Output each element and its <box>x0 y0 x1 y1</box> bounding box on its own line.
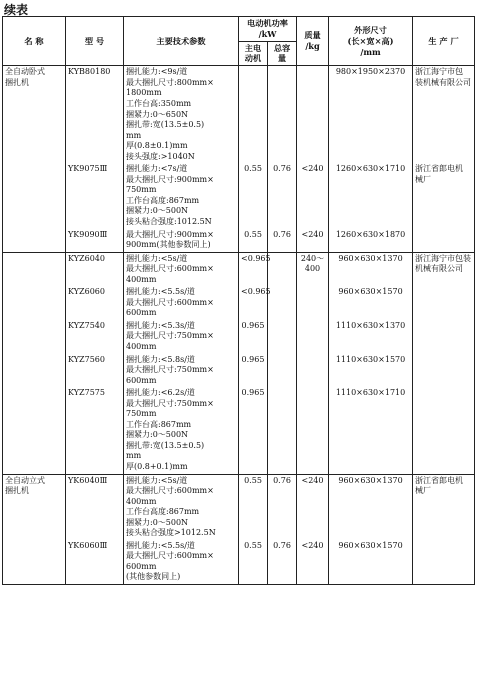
header-power-total: 总容量 <box>268 41 297 66</box>
row-dims-text: 1110×630×1710 <box>335 388 406 398</box>
row-specs-text: 捆扎能力:<5s/道 最大捆扎尺寸:600mm× 400mm 工作台高度:867mm 捆紧力:0～500N 接头粘合强度>1012.5N <box>126 475 216 538</box>
row-dims <box>329 540 413 585</box>
table-row <box>3 354 475 388</box>
row-power-main <box>239 354 268 388</box>
row-dims-text: 960×630×1570 <box>338 287 403 297</box>
row-specs-text: 捆扎能力:<5.3s/道 最大捆扎尺寸:750mm× 400mm <box>126 320 214 351</box>
spec-table <box>2 16 475 585</box>
table-row <box>3 66 475 163</box>
table-row <box>3 540 475 585</box>
row-power-total <box>268 252 297 286</box>
row-maker <box>413 540 475 585</box>
table-row <box>3 320 475 354</box>
row-power-main-text: <0.965 <box>241 253 271 263</box>
row-specs <box>124 66 239 163</box>
header-dims: 外形尺寸 (长×宽×高) /mm <box>329 17 413 66</box>
header-power: 电动机功率 /kW <box>239 17 297 42</box>
row-name <box>3 540 66 585</box>
row-weight <box>297 66 329 163</box>
row-power-main <box>239 163 268 228</box>
row-model-text: YK9090Ⅲ <box>68 229 108 239</box>
row-power-main <box>239 540 268 585</box>
row-power-total <box>268 66 297 163</box>
row-specs <box>124 474 239 540</box>
row-model-text: KYZ7575 <box>68 388 105 398</box>
row-maker-text: 浙江省郎电机 械厂 <box>415 475 464 496</box>
row-specs <box>124 229 239 253</box>
table-row <box>3 252 475 286</box>
row-dims <box>329 252 413 286</box>
row-maker-text: 浙江省郎电机 械厂 <box>415 164 464 184</box>
row-maker <box>413 252 475 286</box>
row-power-main-text: 0.55 <box>244 164 262 174</box>
row-model <box>66 354 124 388</box>
row-model <box>66 320 124 354</box>
row-name <box>3 354 66 388</box>
row-dims <box>329 66 413 163</box>
row-model-text: KYZ6040 <box>68 253 105 263</box>
row-power-total-text: 0.76 <box>273 540 291 550</box>
row-dims <box>329 354 413 388</box>
row-model <box>66 252 124 286</box>
header-weight: 质量 /kg <box>297 17 329 66</box>
row-model-text: YK6060Ⅲ <box>68 540 108 550</box>
row-specs-text: 捆扎能力:<5.5s/道 最大捆扎尺寸:600mm× 600mm <box>126 287 214 318</box>
row-dims <box>329 286 413 320</box>
row-weight-text: <240 <box>301 229 324 239</box>
row-specs-text: 捆扎能力:<7s/道 最大捆扎尺寸:900mm× 750mm 工作台高度:867mm 捆紧力:0～500N 接头粘合强度:1012.5N <box>126 164 214 226</box>
row-specs <box>124 163 239 228</box>
row-specs-text: 捆扎能力:<9s/道 最大捆扎尺寸:800mm× 1800mm 工作台高:350mm 捆紧力:0～650N 捆扎带:宽(13.5±0.5) mm 厚(0.8±0.1)mm 接头强度:>1040N <box>126 67 214 161</box>
row-power-main-text: 0.965 <box>241 354 265 364</box>
row-model <box>66 286 124 320</box>
row-weight-text: <240 <box>301 475 324 485</box>
row-dims <box>329 387 413 474</box>
row-model-text: KYZ7560 <box>68 354 105 364</box>
row-power-total <box>268 540 297 585</box>
table-row <box>3 229 475 253</box>
row-name-text: 全自动立式 捆扎机 <box>5 475 45 496</box>
row-maker-text: 浙江海宁市包装 机械有限公司 <box>415 253 472 274</box>
row-maker <box>413 320 475 354</box>
row-maker <box>413 66 475 163</box>
row-power-total <box>268 320 297 354</box>
table-row <box>3 387 475 474</box>
row-dims <box>329 474 413 540</box>
row-weight-text: <240 <box>301 540 324 550</box>
row-power-total <box>268 163 297 228</box>
row-model <box>66 229 124 253</box>
row-specs <box>124 540 239 585</box>
row-weight <box>297 387 329 474</box>
header-power-main: 主电 动机 <box>239 41 268 66</box>
row-maker <box>413 229 475 253</box>
row-maker <box>413 163 475 228</box>
row-power-main-text: 0.55 <box>244 475 262 485</box>
row-name <box>3 252 66 286</box>
row-name <box>3 320 66 354</box>
row-name <box>3 286 66 320</box>
row-name-text: 全自动卧式 捆扎机 <box>5 67 45 87</box>
row-dims <box>329 163 413 228</box>
row-dims <box>329 229 413 253</box>
row-dims-text: 1260×630×1870 <box>335 229 406 239</box>
row-weight <box>297 474 329 540</box>
row-dims-text: 1260×630×1710 <box>335 164 406 174</box>
header-maker: 生 产 厂 <box>413 17 475 66</box>
row-model-text: YK9075Ⅲ <box>68 164 108 174</box>
row-power-main-text: 0.55 <box>244 540 262 550</box>
row-power-main-text: 0.965 <box>241 388 265 398</box>
row-name <box>3 474 66 540</box>
row-power-total-text: 0.76 <box>273 164 291 174</box>
row-weight <box>297 320 329 354</box>
row-power-main <box>239 252 271 286</box>
row-specs <box>124 252 239 286</box>
row-power-total <box>268 286 297 320</box>
table-row <box>3 163 475 228</box>
header-specs: 主要技术参数 <box>124 17 239 66</box>
row-power-main <box>239 229 268 253</box>
row-dims-text: 1110×630×1370 <box>335 320 406 330</box>
row-power-total <box>268 474 297 540</box>
row-model <box>66 474 124 540</box>
row-power-main <box>239 66 268 163</box>
row-dims-text: 980×1950×2370 <box>335 67 406 77</box>
row-maker <box>413 286 475 320</box>
row-name <box>3 163 66 228</box>
row-power-main <box>239 387 268 474</box>
row-power-main-text: 0.55 <box>244 229 262 239</box>
row-specs-text: 捆扎能力:<6.2s/道 最大捆扎尺寸:750mm× 750mm 工作台高:867mm 捆紧力:0～500N 捆扎带:宽(13.5±0.5) mm 厚(0.8+0.1)mm <box>126 388 214 471</box>
row-model-text: YK6040Ⅲ <box>68 475 108 485</box>
row-power-main-text: 0.965 <box>241 320 265 330</box>
row-power-total-text: 0.76 <box>273 229 291 239</box>
row-weight-text: 240～400 <box>300 253 325 274</box>
row-maker <box>413 474 475 540</box>
row-specs <box>124 387 239 474</box>
row-specs <box>124 354 239 388</box>
table-row <box>3 286 475 320</box>
row-dims-text: 960×630×1370 <box>338 253 403 263</box>
row-power-main <box>239 286 271 320</box>
row-dims-text: 1110×630×1570 <box>335 354 406 364</box>
header-name: 名 称 <box>3 17 66 66</box>
row-power-total <box>268 229 297 253</box>
row-power-total-text: 0.76 <box>273 475 291 485</box>
row-name <box>3 66 66 163</box>
row-weight <box>297 229 329 253</box>
row-specs <box>124 320 239 354</box>
row-power-main <box>239 320 268 354</box>
row-maker-text: 浙江海宁市包 装机械有限公司 <box>415 67 472 87</box>
header-model: 型 号 <box>66 17 124 66</box>
row-weight <box>297 354 329 388</box>
row-model <box>66 387 124 474</box>
row-model-text: KYZ7540 <box>68 320 105 330</box>
row-model <box>66 540 124 585</box>
row-model <box>66 66 124 163</box>
row-weight-text: <240 <box>301 164 324 174</box>
row-dims-text: 960×630×1370 <box>338 475 403 485</box>
row-maker <box>413 387 475 474</box>
row-dims <box>329 320 413 354</box>
row-weight <box>297 252 329 286</box>
row-power-total <box>268 354 297 388</box>
row-specs-text: 捆扎能力:<5s/道 最大捆扎尺寸:600mm× 400mm <box>126 253 214 284</box>
row-power-main-text: <0.965 <box>241 287 271 297</box>
table-row <box>3 474 475 540</box>
row-weight <box>297 540 329 585</box>
row-model-text: KYB80180 <box>68 67 111 77</box>
row-specs <box>124 286 239 320</box>
row-weight <box>297 163 329 228</box>
table-header <box>3 17 475 66</box>
row-power-total <box>268 387 297 474</box>
row-specs-text: 最大捆扎尺寸:900mm× 900mm(其他参数同上) <box>126 229 214 250</box>
row-weight <box>297 286 329 320</box>
row-model-text: KYZ6060 <box>68 287 105 297</box>
row-dims-text: 960×630×1570 <box>338 540 403 550</box>
row-maker <box>413 354 475 388</box>
row-name <box>3 229 66 253</box>
row-specs-text: 捆扎能力:<5.8s/道 最大捆扎尺寸:750mm× 600mm <box>126 354 214 385</box>
row-model <box>66 163 124 228</box>
table-body <box>3 66 475 585</box>
row-specs-text: 捆扎能力:<5.5s/道 最大捆扎尺寸:600mm× 600mm (其他参数同上) <box>126 540 214 582</box>
caption-continued: 续表 <box>4 3 29 17</box>
row-power-main <box>239 474 268 540</box>
row-name <box>3 387 66 474</box>
